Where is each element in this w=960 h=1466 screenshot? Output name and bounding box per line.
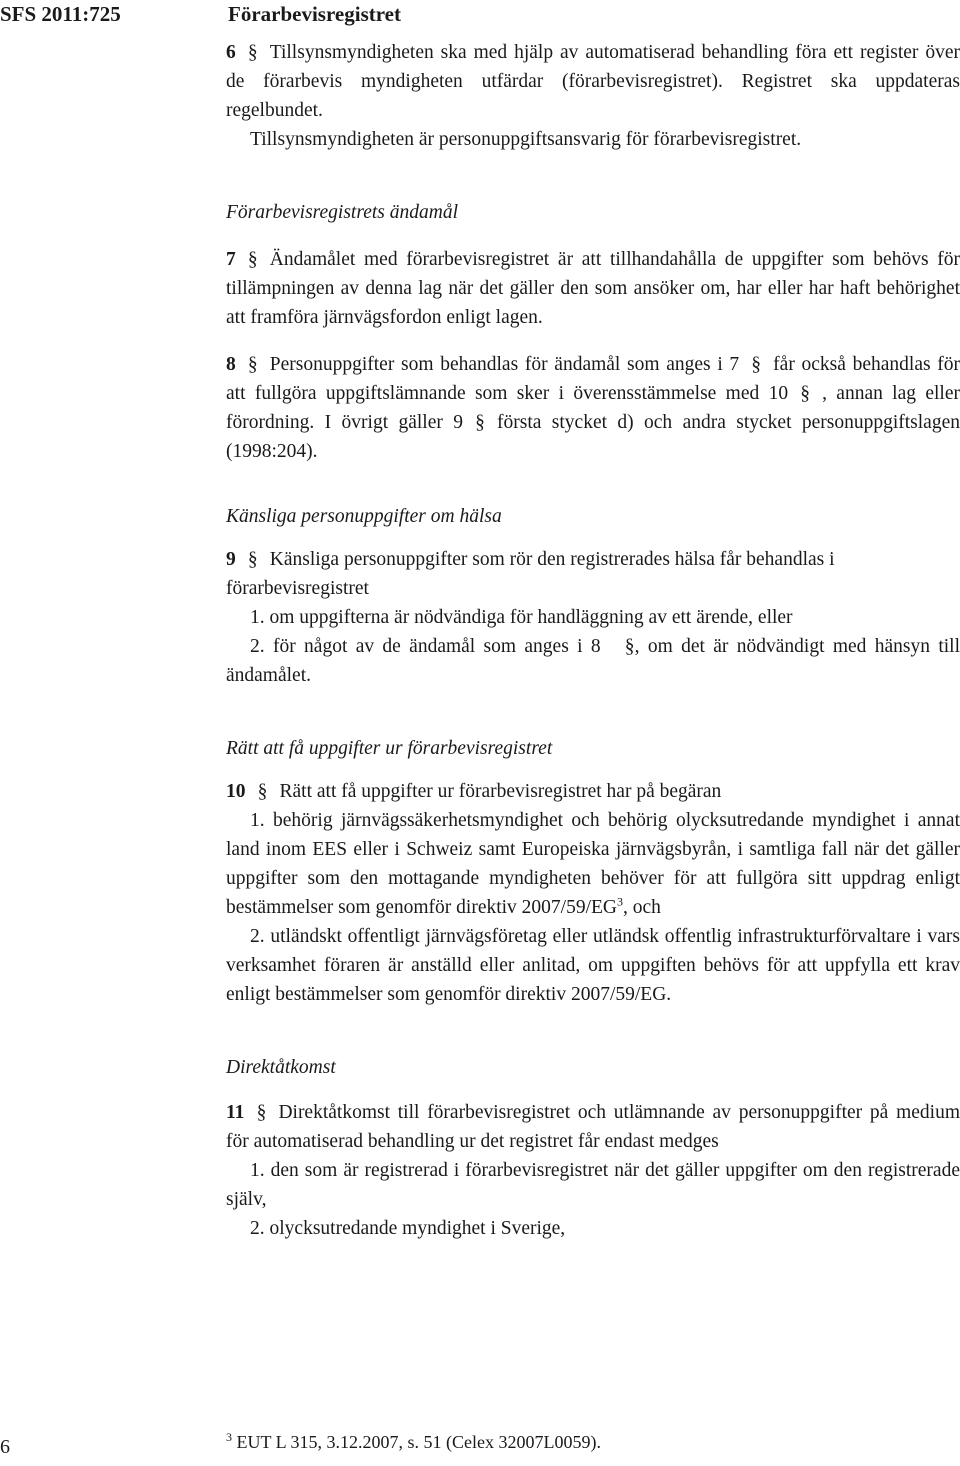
section-sign: § (751, 354, 762, 375)
section-number: 6 (226, 42, 236, 63)
footnote (226, 1432, 601, 1453)
item-text: , och (623, 897, 661, 918)
section-sign: § (247, 42, 258, 63)
page-number: 6 (0, 1436, 10, 1458)
section-text: första stycket d) och andra stycket personuppgiftslagen (1998:204). (226, 412, 960, 462)
section-text: Ändamålet med förarbevisregistret är att tillhandahålla de uppgifter som behövs för tillämpningen av denna lag när det gäller den som ansöker om, har eller har haft behörighet att framföra järnvägsfordon enligt lagen. (226, 249, 960, 328)
section-sign: § (257, 781, 268, 802)
section-sign: § (475, 412, 485, 433)
section-text: Rätt att få uppgifter ur förarbevisregistret har på begäran (279, 781, 722, 802)
section-sign: § (800, 383, 810, 404)
section-text: Personuppgifter som behandlas för ändamål som anges i 7 (269, 354, 740, 375)
heading-right-to-data: Rätt att få uppgifter ur förarbevisregistret (226, 738, 553, 759)
item-text: 2. för något av de ändamål som anges i 8 (250, 636, 601, 657)
item-text: , om det är nödvändigt med hänsyn till ändamålet. (226, 636, 960, 686)
document-body (226, 38, 960, 1243)
section-sign: § (247, 549, 258, 570)
section-11-item-1: 1. den som är registrerad i förarbevisregistret när det gäller uppgifter om den registrerade själv, (226, 1160, 960, 1210)
item-text: 1. behörig järnvägssäkerhetsmyndighet och behörig olycksutredande myndighet i annat land inom EES eller i Schweiz samt Europeiska järnvägsbyrån, i samtliga fall när det gäller uppgifter som den mottagande myndigheten behöver för att fullgöra sitt uppdrag enligt bestämmelser som genomför direktiv 2007/59/EG (226, 810, 960, 918)
section-sign: § (624, 636, 635, 657)
section-9-item-1: 1. om uppgifterna är nödvändiga för handläggning av ett ärende, eller (250, 607, 793, 628)
footnote-mark: 3 (226, 1430, 232, 1444)
heading-sensitive-data: Känsliga personuppgifter om hälsa (226, 506, 502, 527)
section-number: 10 (226, 781, 246, 802)
section-10 (226, 777, 960, 806)
section-9 (226, 545, 960, 603)
section-9-item-2 (226, 632, 960, 690)
section-text: , annan lag eller förordning. I övrigt gäller 9 (226, 383, 960, 433)
section-text: får också behandlas för att fullgöra uppgiftslämnande som sker i överensstämmelse med 10 (226, 354, 960, 404)
section-text: Direktåtkomst till förarbevisregistret och utlämnande av personuppgifter på medium för automatiserad behandling ur det registret får endast medges (226, 1102, 960, 1152)
section-11 (226, 1098, 960, 1156)
section-7 (226, 245, 960, 332)
footnote-text: EUT L 315, 3.12.2007, s. 51 (Celex 32007L0059). (232, 1432, 601, 1452)
section-10-item-2: 2. utländskt offentligt järnvägsföretag eller utländsk offentlig infrastrukturförvaltare i vars verksamhet föraren är anställd eller anlitad, om uppgiften behövs för att uppfylla ett krav enligt bestämmelser som genomför direktiv 2007/59/EG. (226, 926, 960, 1005)
section-10-item-1 (226, 806, 960, 922)
heading-direct-access: Direktåtkomst (226, 1057, 336, 1078)
section-number: 8 (226, 354, 236, 375)
footnote-reference: 3 (617, 894, 624, 909)
sfs-number: SFS 2011:725 (0, 2, 121, 26)
section-sign: § (256, 1102, 267, 1123)
section-text: Tillsynsmyndigheten ska med hjälp av automatiserad behandling föra ett register över de förarbevis myndigheten utfärdar (förarbevisregistret). Registret ska uppdateras regelbundet. (226, 42, 960, 121)
section-text: Känsliga personuppgifter som rör den registrerades hälsa får behandlas i förarbevisregistret (226, 549, 835, 599)
document-title: Förarbevisregistret (228, 2, 401, 26)
section-6-paragraph-2: Tillsynsmyndigheten är personuppgiftsansvarig för förarbevisregistret. (250, 129, 802, 150)
section-11-item-2: 2. olycksutredande myndighet i Sverige, (250, 1218, 566, 1239)
section-number: 9 (226, 549, 236, 570)
heading-purpose: Förarbevisregistrets ändamål (226, 202, 459, 223)
section-sign: § (247, 354, 258, 375)
section-number: 7 (226, 249, 236, 270)
section-6 (226, 38, 960, 125)
section-8 (226, 350, 960, 466)
section-number: 11 (226, 1102, 245, 1123)
section-sign: § (247, 249, 258, 270)
